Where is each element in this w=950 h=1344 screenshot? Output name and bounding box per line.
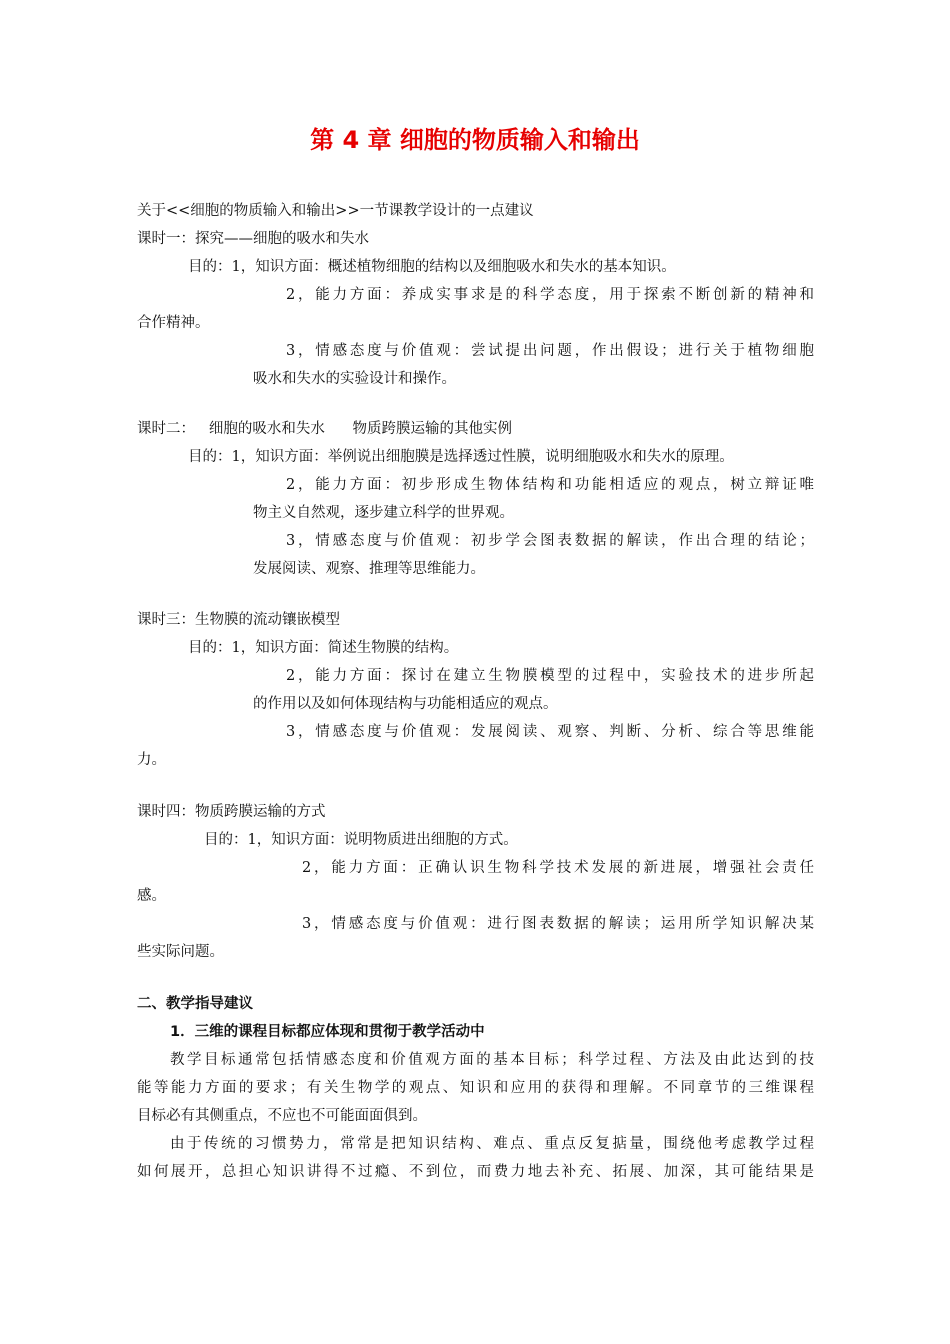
lesson1-goal3-line2: 吸水和失水的实验设计和操作。 [253, 371, 456, 387]
lesson3-goal2-line2: 的作用以及如何体现结构与功能相适应的观点。 [253, 696, 558, 712]
lesson2-goal2-line2: 物主义自然观，逐步建立科学的世界观。 [253, 505, 514, 521]
lesson1-goal3-line1: 3，情感态度与价值观：尝试提出问题，作出假设；进行关于植物细胞 [286, 343, 814, 359]
lesson2-goal3-line1: 3，情感态度与价值观：初步学会图表数据的解读，作出合理的结论； [286, 533, 814, 549]
lesson4-goal2-line2: 感。 [137, 888, 166, 904]
lesson1-goal1: 目的：1，知识方面：概述植物细胞的结构以及细胞吸水和失水的基本知识。 [188, 259, 676, 275]
paragraph2-line1: 由于传统的习惯势力，常常是把知识结构、难点、重点反复掂量，围绕他考虑教学过程 [170, 1136, 814, 1152]
lesson2-heading: 课时二： 细胞的吸水和失水 物质跨膜运输的其他实例 [137, 421, 512, 437]
section2-heading: 二、教学指导建议 [137, 996, 253, 1012]
paragraph1-line3: 目标必有其侧重点，不应也不可能面面俱到。 [137, 1108, 427, 1124]
lesson1-goal2-line1: 2，能力方面：养成实事求是的科学态度，用于探索不断创新的精神和 [286, 287, 814, 303]
lesson4-goal3-line2: 些实际问题。 [137, 944, 224, 960]
paragraph1-line2: 能等能力方面的要求；有关生物学的观点、知识和应用的获得和理解。不同章节的三维课程 [137, 1080, 814, 1096]
lesson3-goal3-line2: 力。 [137, 752, 166, 768]
section2-subheading-1: 1．三维的课程目标都应体现和贯彻于教学活动中 [170, 1024, 485, 1040]
lesson1-goal2-line2: 合作精神。 [137, 315, 210, 331]
paragraph1-line1: 教学目标通常包括情感态度和价值观方面的基本目标；科学过程、方法及由此达到的技 [170, 1052, 814, 1068]
paragraph2-line2: 如何展开，总担心知识讲得不过瘾、不到位，而费力地去补充、拓展、加深，其可能结果是 [137, 1164, 814, 1180]
lesson4-heading: 课时四：物质跨膜运输的方式 [137, 804, 326, 820]
lesson4-goal3-line1: 3，情感态度与价值观：进行图表数据的解读；运用所学知识解决某 [302, 916, 814, 932]
intro-line: 关于<<细胞的物质输入和输出>>一节课教学设计的一点建议 [137, 203, 534, 219]
lesson2-goal2-line1: 2，能力方面：初步形成生物体结构和功能相适应的观点，树立辩证唯 [286, 477, 814, 493]
lesson4-goal2-line1: 2，能力方面：正确认识生物科学技术发展的新进展，增强社会责任 [302, 860, 814, 876]
lesson2-goal1: 目的：1，知识方面：举例说出细胞膜是选择透过性膜，说明细胞吸水和失水的原理。 [188, 449, 734, 465]
lesson3-goal1: 目的：1，知识方面：简述生物膜的结构。 [188, 640, 459, 656]
lesson1-heading: 课时一：探究——细胞的吸水和失水 [137, 231, 369, 247]
lesson2-goal3-line2: 发展阅读、观察、推理等思维能力。 [253, 561, 485, 577]
chapter-title: 第 4 章 细胞的物质输入和输出 [310, 126, 640, 154]
lesson3-heading: 课时三：生物膜的流动镶嵌模型 [137, 612, 340, 628]
lesson3-goal2-line1: 2，能力方面：探讨在建立生物膜模型的过程中，实验技术的进步所起 [286, 668, 814, 684]
lesson3-goal3-line1: 3，情感态度与价值观：发展阅读、观察、判断、分析、综合等思维能 [286, 724, 814, 740]
lesson4-goal1: 目的：1，知识方面：说明物质进出细胞的方式。 [204, 832, 518, 848]
